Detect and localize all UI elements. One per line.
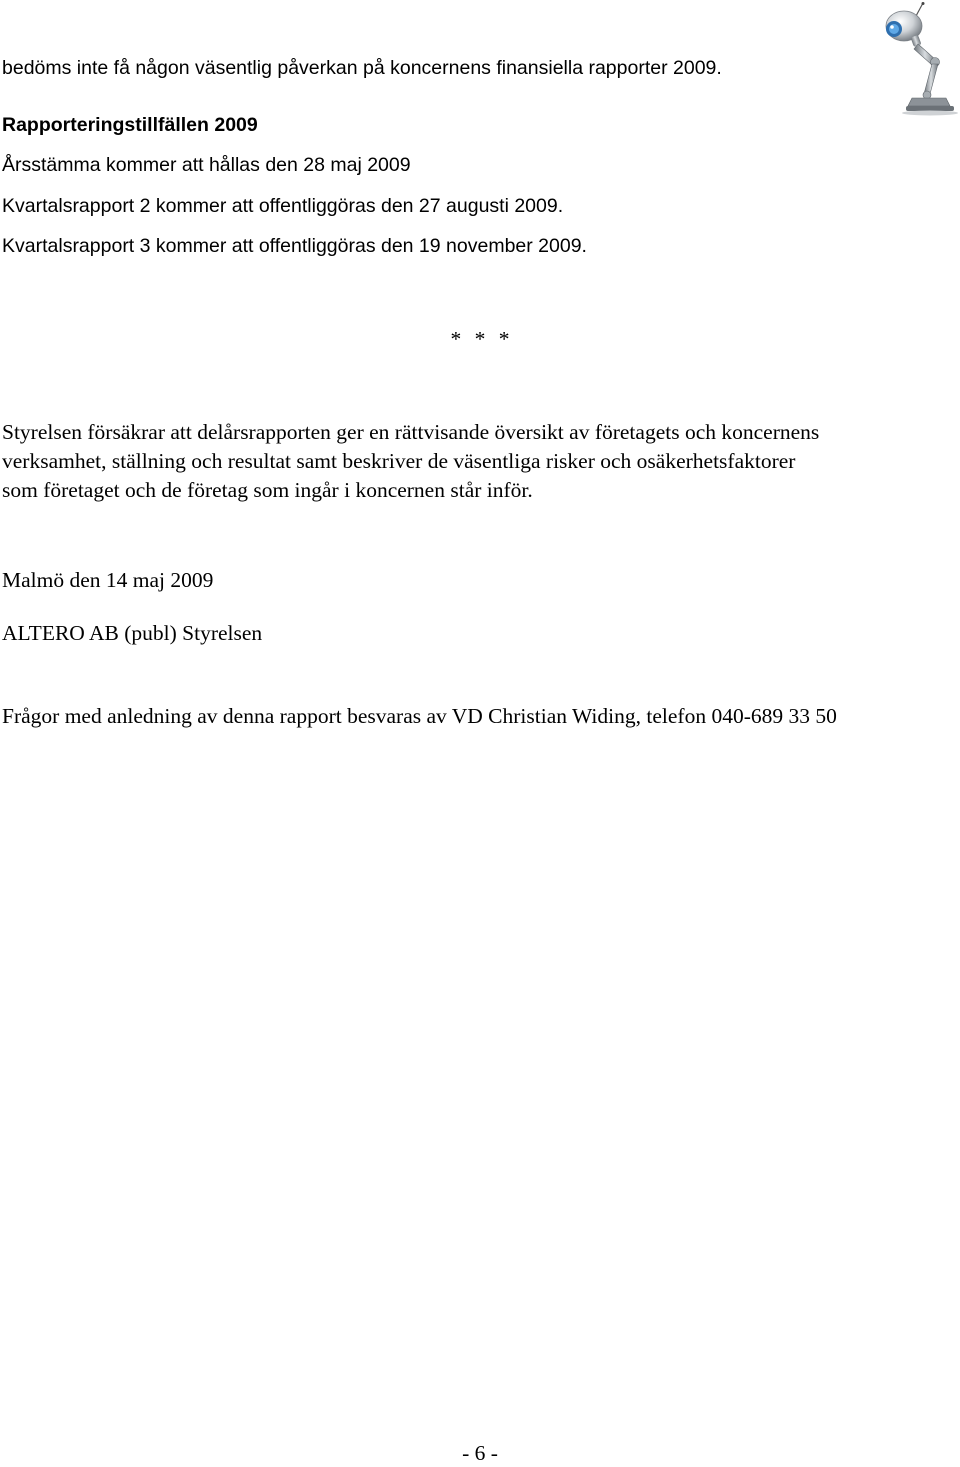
board-statement-line: som företaget och de företag som ingår i koncernen står inför. [2, 478, 533, 502]
intro-line: bedöms inte få någon väsentlig påverkan på koncernens finansiella rapporter 2009. [2, 57, 722, 79]
board-statement-line: verksamhet, ställning och resultat samt beskriver de väsentliga risker och osäkerhetsfaktorer [2, 449, 796, 473]
reporting-date-q3: Kvartalsrapport 3 kommer att offentliggöras den 19 november 2009. [2, 235, 587, 257]
board-statement [2, 418, 958, 505]
robot-logo-icon [876, 2, 960, 116]
questions-contact-line: Frågor med anledning av denna rapport besvaras av VD Christian Widing, telefon 040-689 33 50 [2, 704, 837, 728]
place-date: Malmö den 14 maj 2009 [2, 568, 214, 592]
reporting-date-agm: Årsstämma kommer att hållas den 28 maj 2009 [2, 154, 411, 176]
signature: ALTERO AB (publ) Styrelsen [2, 621, 263, 645]
section-separator: * * * [450, 327, 510, 351]
page-number: - 6 - [462, 1441, 498, 1465]
reporting-heading: Rapporteringstillfällen 2009 [2, 114, 258, 136]
reporting-date-q2: Kvartalsrapport 2 kommer att offentliggöras den 27 augusti 2009. [2, 195, 564, 217]
board-statement-line: Styrelsen försäkrar att delårsrapporten ger en rättvisande översikt av företagets och koncernens [2, 420, 820, 444]
